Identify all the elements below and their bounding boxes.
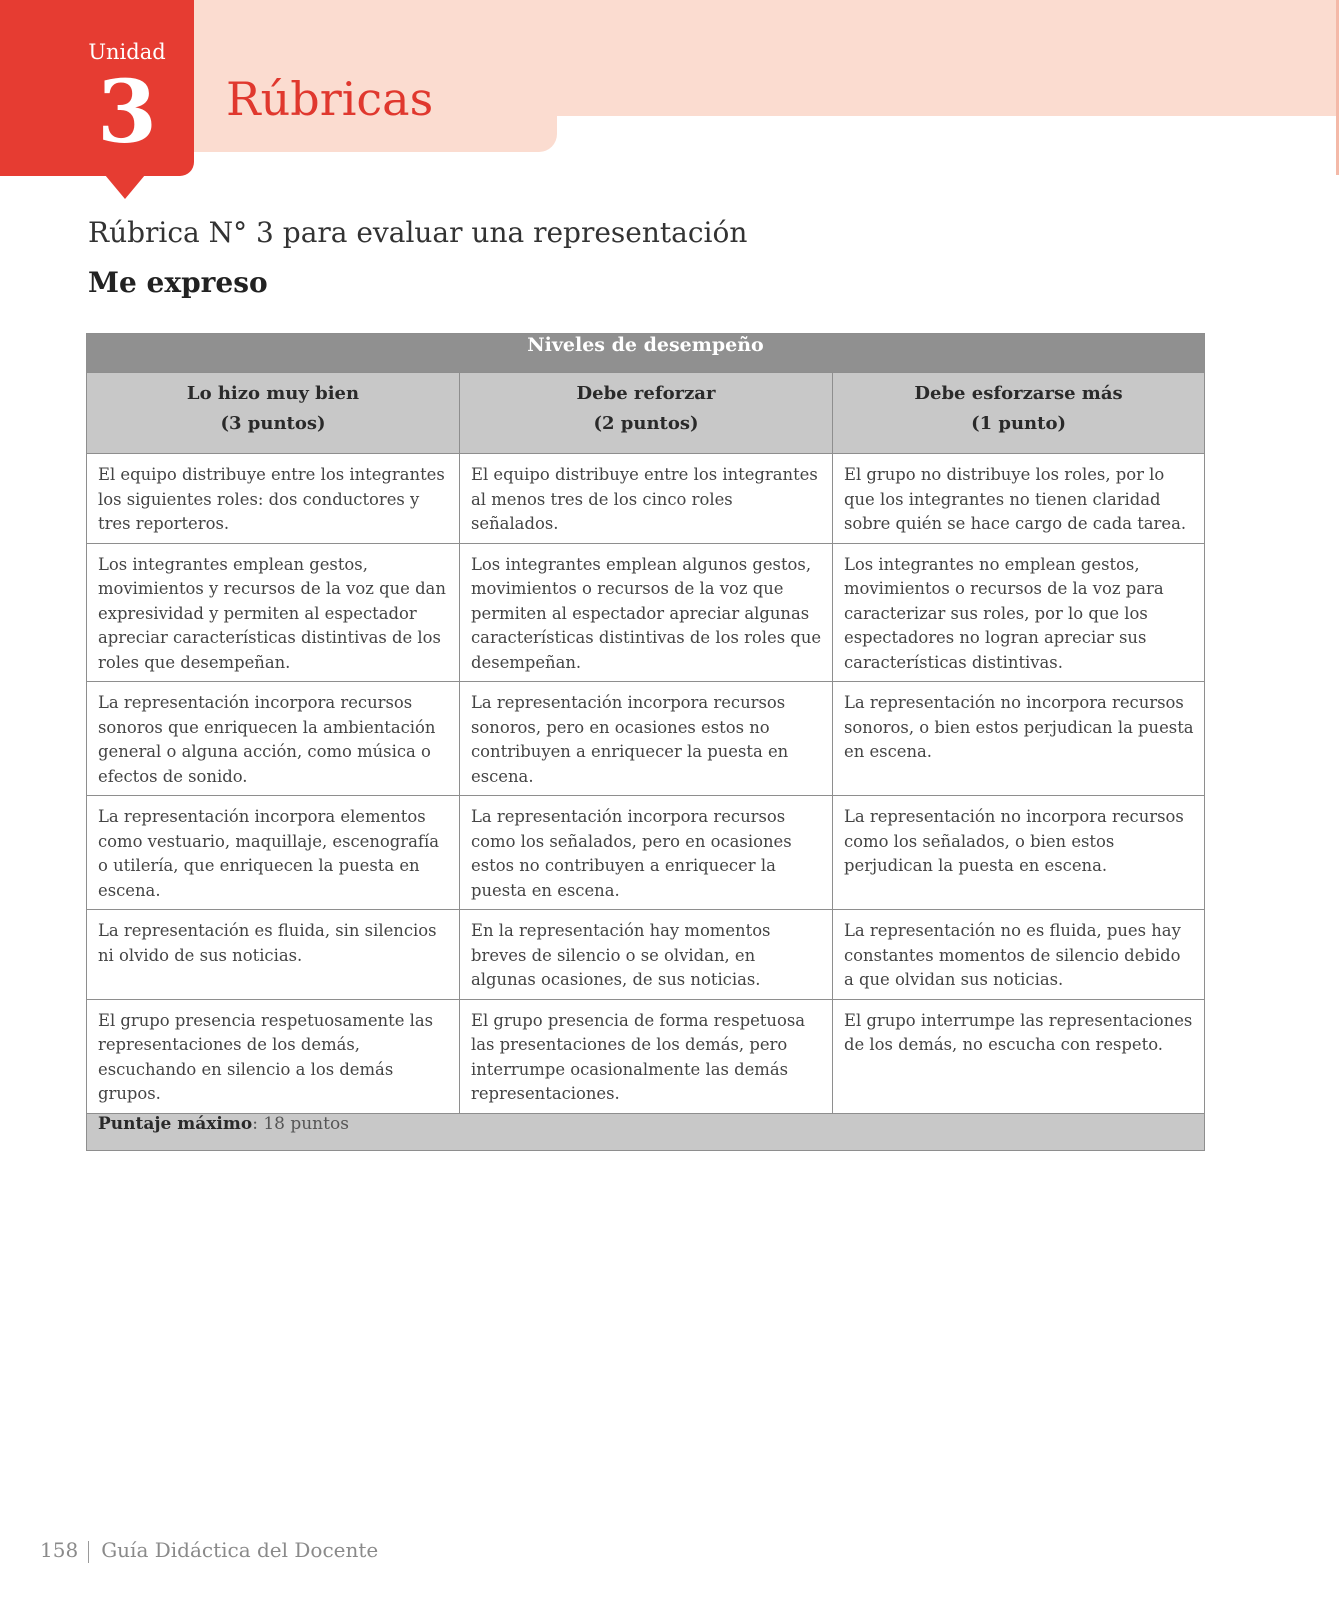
table-cell: La representación es fluida, sin silencios ni olvido de sus noticias. <box>87 910 460 1000</box>
table-cell: La representación incorpora recursos sonoros que enriquecen la ambientación general o alguna acción, como música o efectos de sonido. <box>87 682 460 796</box>
table-cell: El grupo no distribuye los roles, por lo que los integrantes no tienen claridad sobre quién se hace cargo de cada tarea. <box>833 454 1205 544</box>
table-row <box>87 999 1205 1113</box>
table-cell: La representación incorpora recursos sonoros, pero en ocasiones estos no contribuyen a enriquecer la puesta en escena. <box>460 682 833 796</box>
table-cell: La representación incorpora recursos como los señalados, pero en ocasiones estos no contribuyen a enriquecer la puesta en escena. <box>460 796 833 910</box>
table-cell: La representación no incorpora recursos como los señalados, o bien estos perjudican la puesta en escena. <box>833 796 1205 910</box>
table-cell: El grupo presencia de forma respetuosa las presentaciones de los demás, pero interrumpe ocasionalmente las demás representaciones. <box>460 999 833 1113</box>
unit-badge <box>0 0 194 176</box>
table-row <box>87 910 1205 1000</box>
column-label: Lo hizo muy bien <box>186 383 360 404</box>
book-title: Guía Didáctica del Docente <box>101 1538 379 1562</box>
rubric-title: Rúbrica N° 3 para evaluar una representación <box>88 216 748 249</box>
unit-label: Unidad <box>88 40 166 64</box>
unit-number: 3 <box>97 62 157 163</box>
table-cell: El equipo distribuye entre los integrantes al menos tres de los cinco roles señalados. <box>460 454 833 544</box>
column-points: (2 puntos) <box>593 413 699 434</box>
max-score <box>87 1113 1205 1150</box>
table-row <box>87 682 1205 796</box>
table-cell: La representación no es fluida, pues hay constantes momentos de silencio debido a que olvidan sus noticias. <box>833 910 1205 1000</box>
table-row <box>87 796 1205 910</box>
table-row <box>87 543 1205 682</box>
table-cell: Los integrantes emplean gestos, movimientos y recursos de la voz que dan expresividad y permiten al espectador apreciar características distintivas de los roles que desempeñan. <box>87 543 460 682</box>
table-cell: El grupo interrumpe las representaciones de los demás, no escucha con respeto. <box>833 999 1205 1113</box>
max-score-label: Puntaje máximo <box>98 1113 253 1134</box>
column-header-1-point <box>833 373 1205 454</box>
column-label: Debe reforzar <box>576 383 716 404</box>
max-score-value: : 18 puntos <box>252 1113 349 1134</box>
page-footer <box>40 1538 378 1563</box>
page-number: 158 <box>40 1538 79 1562</box>
column-header-3-points <box>87 373 460 454</box>
table-cell: Los integrantes emplean algunos gestos, movimientos o recursos de la voz que permiten al espectador apreciar algunas características distintivas de los roles que desempeñan. <box>460 543 833 682</box>
levels-header: Niveles de desempeño <box>87 334 1205 373</box>
footer-divider <box>88 1541 89 1563</box>
header-band <box>0 0 1339 116</box>
table-footer-row <box>87 1113 1205 1150</box>
unit-badge-pointer <box>105 175 145 199</box>
table-row <box>87 454 1205 544</box>
column-header-2-points <box>460 373 833 454</box>
table-cell: El grupo presencia respetuosamente las representaciones de los demás, escuchando en silencio a los demás grupos. <box>87 999 460 1113</box>
rubric-subtitle: Me expreso <box>88 266 268 299</box>
table-cell: Los integrantes no emplean gestos, movimientos o recursos de la voz para caracterizar sus roles, por lo que los espectadores no logran apreciar sus características distintivas. <box>833 543 1205 682</box>
column-label: Debe esforzarse más <box>914 383 1123 404</box>
table-cell: El equipo distribuye entre los integrantes los siguientes roles: dos conductores y tres reporteros. <box>87 454 460 544</box>
table-cell: La representación incorpora elementos como vestuario, maquillaje, escenografía o utilería, que enriquecen la puesta en escena. <box>87 796 460 910</box>
rubric-table <box>86 333 1205 1151</box>
column-points: (3 puntos) <box>220 413 326 434</box>
table-cell: En la representación hay momentos breves de silencio o se olvidan, en algunas ocasiones, de sus noticias. <box>460 910 833 1000</box>
column-points: (1 punto) <box>971 413 1066 434</box>
table-cell: La representación no incorpora recursos sonoros, o bien estos perjudican la puesta en escena. <box>833 682 1205 796</box>
section-title: Rúbricas <box>226 72 434 126</box>
